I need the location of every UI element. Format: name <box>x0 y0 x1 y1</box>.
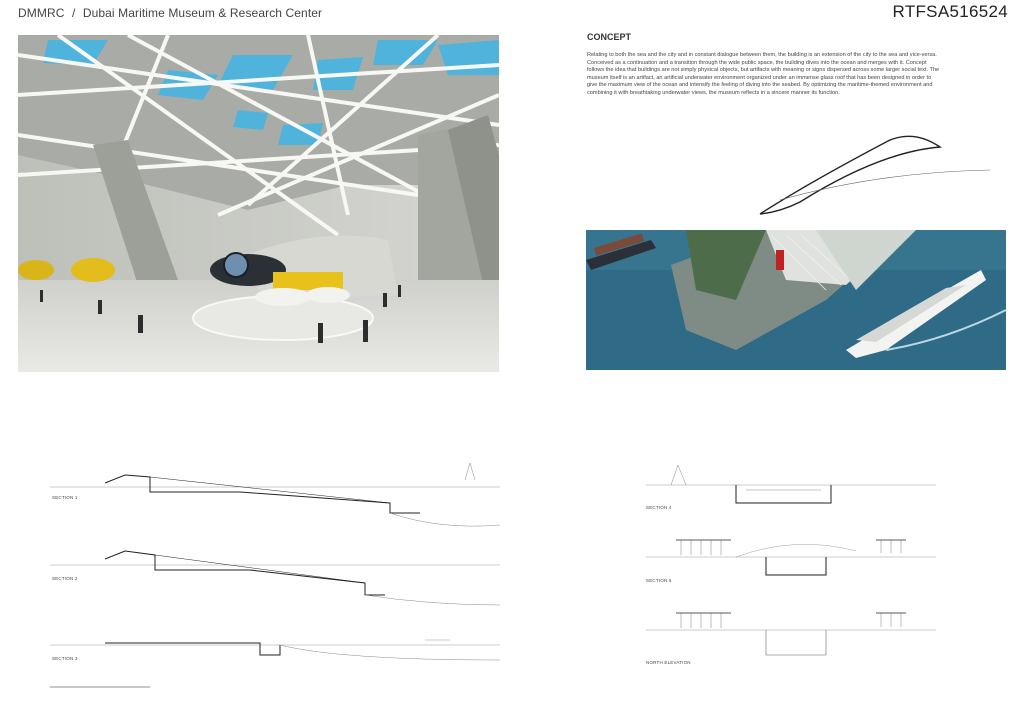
sections-right <box>636 455 946 685</box>
project-name: Dubai Maritime Museum & Research Center <box>82 6 323 20</box>
sections-drawing-right <box>636 455 946 685</box>
section-3-label: SECTION 3 <box>52 656 78 661</box>
concept-title: CONCEPT <box>587 32 632 42</box>
section-2-label: SECTION 2 <box>52 576 78 581</box>
submission-id: RTFSA516524 <box>892 2 1008 21</box>
header-separator: / <box>71 6 76 20</box>
section-4-label: SECTION 4 <box>646 505 672 510</box>
sections-drawing-left <box>40 455 510 705</box>
section-5-label: SECTION 5 <box>646 578 672 583</box>
project-header <box>18 6 322 20</box>
project-code: DMMRC <box>18 6 65 20</box>
concept-body: Relating to both the sea and the city and in constant dialogue between them, the building is an extension of the city to the sea and vice-versa. Conceived as a continuation and a transition through the wide public space, the building dives into the ocean and merges with it. Concept follows the idea that buildings are not simply physical objects, but artifacts with meaning or signs dispersed across some larger social text. The museum itself is an artifact, an artificial underwater environment organized under an immense glass roof that has been designed in order to give the maximum view of the ocean and intensify the feeling of diving into the seabed. By optimizing the maritime-themed environment and combining it with breathtaking underwater views, the museum reflects in a sincere manner its function. <box>587 52 940 96</box>
sections-left <box>40 455 510 705</box>
concept-sketch <box>740 122 990 222</box>
interior-render <box>18 35 499 372</box>
aerial-render-image <box>586 230 1006 370</box>
north-elevation-label: NORTH ELEVATION <box>646 660 691 665</box>
aerial-render <box>586 230 1006 370</box>
interior-render-image <box>18 35 499 372</box>
section-1-label: SECTION 1 <box>52 495 78 500</box>
